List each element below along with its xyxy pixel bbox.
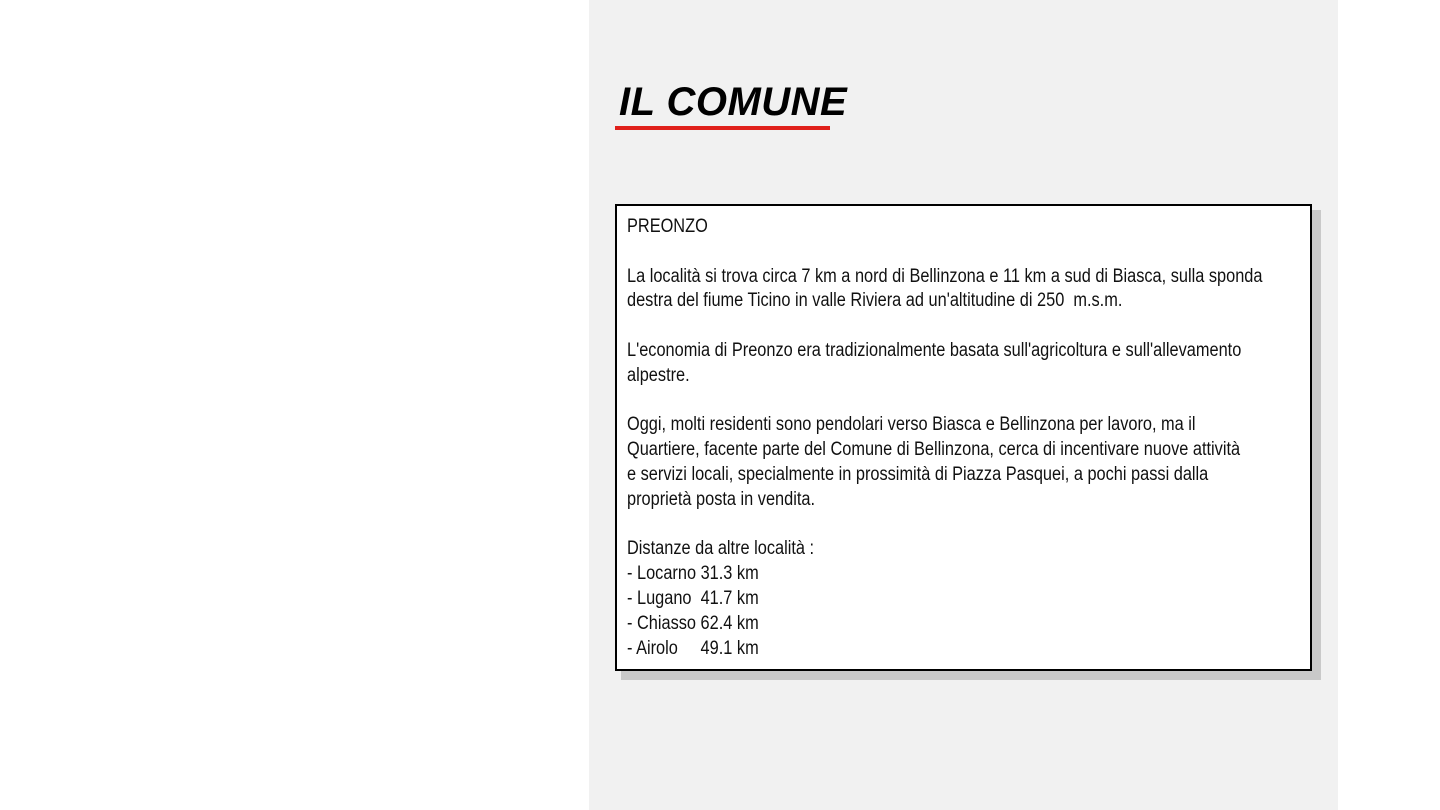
list-item: - Chiasso 62.4 km bbox=[627, 612, 759, 634]
location-paragraph: La località si trova circa 7 km a nord di Bellinzona e 11 km a sud di Biasca, sulla sponda destra del fiume Ticino in valle Riviera ad un'altitudine di 250 m.s.m. bbox=[627, 265, 1263, 312]
info-text-content bbox=[627, 215, 1306, 661]
title-underline bbox=[615, 126, 830, 130]
info-text-box bbox=[615, 204, 1312, 671]
list-item: - Locarno 31.3 km bbox=[627, 563, 759, 585]
distances-list bbox=[627, 562, 1306, 661]
distances-title: Distanze da altre località : bbox=[627, 538, 815, 560]
today-paragraph: Oggi, molti residenti sono pendolari verso Biasca e Bellinzona per lavoro, ma il Quartiere, facente parte del Comune di Bellinzona, cerca di incentivare nuove attività e servizi locali, specialmente in prossimità di Piazza Pasquei, a pochi passi dalla proprietà posta in vendita. bbox=[627, 414, 1241, 510]
list-item: - Lugano 41.7 km bbox=[627, 587, 759, 609]
list-item: - Airolo 49.1 km bbox=[627, 637, 759, 659]
town-name: PREONZO bbox=[627, 216, 708, 237]
economy-paragraph: L'economia di Preonzo era tradizionalmente basata sull'agricoltura e sull'allevamento alpestre. bbox=[627, 339, 1242, 386]
page-title: IL COMUNE bbox=[619, 80, 848, 124]
